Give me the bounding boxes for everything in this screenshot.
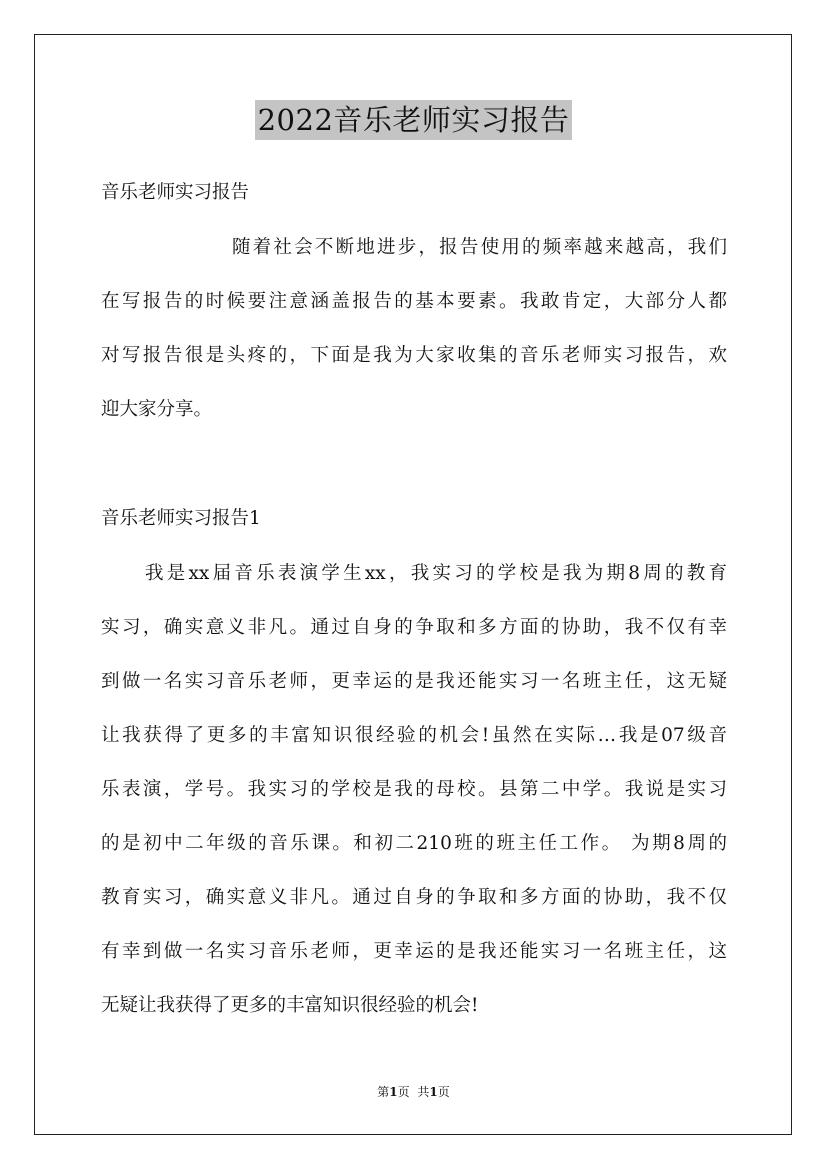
title-container <box>0 100 827 140</box>
page-label-suffix: 页 <box>397 1085 410 1099</box>
total-label-prefix: 共 <box>417 1085 430 1099</box>
intro-line: 随着社会不断地进步，报告使用的频率越来越高，我们 <box>232 237 727 258</box>
body-line: 我是xx届音乐表演学生xx，我实习的学校是我为期8周的教育 <box>145 563 727 584</box>
body-line: 乐表演，学号。我实习的学校是我的母校。县第二中学。我说是实习 <box>101 779 727 800</box>
page-label-prefix: 第 <box>377 1085 390 1099</box>
body-line: 无疑让我获得了更多的丰富知识很经验的机会! <box>101 995 479 1016</box>
document-subtitle: 音乐老师实习报告 <box>101 182 250 203</box>
body-line: 让我获得了更多的丰富知识很经验的机会!虽然在实际…我是07级音 <box>101 725 727 746</box>
total-label-suffix: 页 <box>437 1085 450 1099</box>
body-line: 的是初中二年级的音乐课。和初二210班的班主任工作。 为期8周的 <box>101 833 727 854</box>
intro-line: 对写报告很是头疼的，下面是我为大家收集的音乐老师实习报告，欢 <box>101 345 727 366</box>
body-line: 到做一名实习音乐老师，更幸运的是我还能实习一名班主任，这无疑 <box>101 671 727 692</box>
intro-line: 迎大家分享。 <box>101 399 213 420</box>
section-heading: 音乐老师实习报告1 <box>101 508 261 529</box>
intro-line: 在写报告的时候要注意涵盖报告的基本要素。我敢肯定，大部分人都 <box>101 291 727 312</box>
body-line: 实习，确实意义非凡。通过自身的争取和多方面的协助，我不仅有幸 <box>101 617 727 638</box>
body-line: 教育实习，确实意义非凡。通过自身的争取和多方面的协助，我不仅 <box>101 887 727 908</box>
document-title: 2022音乐老师实习报告 <box>255 100 573 140</box>
total-pages: 1 <box>429 1085 438 1099</box>
page-footer <box>0 1084 827 1100</box>
page-number: 1 <box>389 1085 398 1099</box>
body-line: 有幸到做一名实习音乐老师，更幸运的是我还能实习一名班主任，这 <box>101 941 727 962</box>
